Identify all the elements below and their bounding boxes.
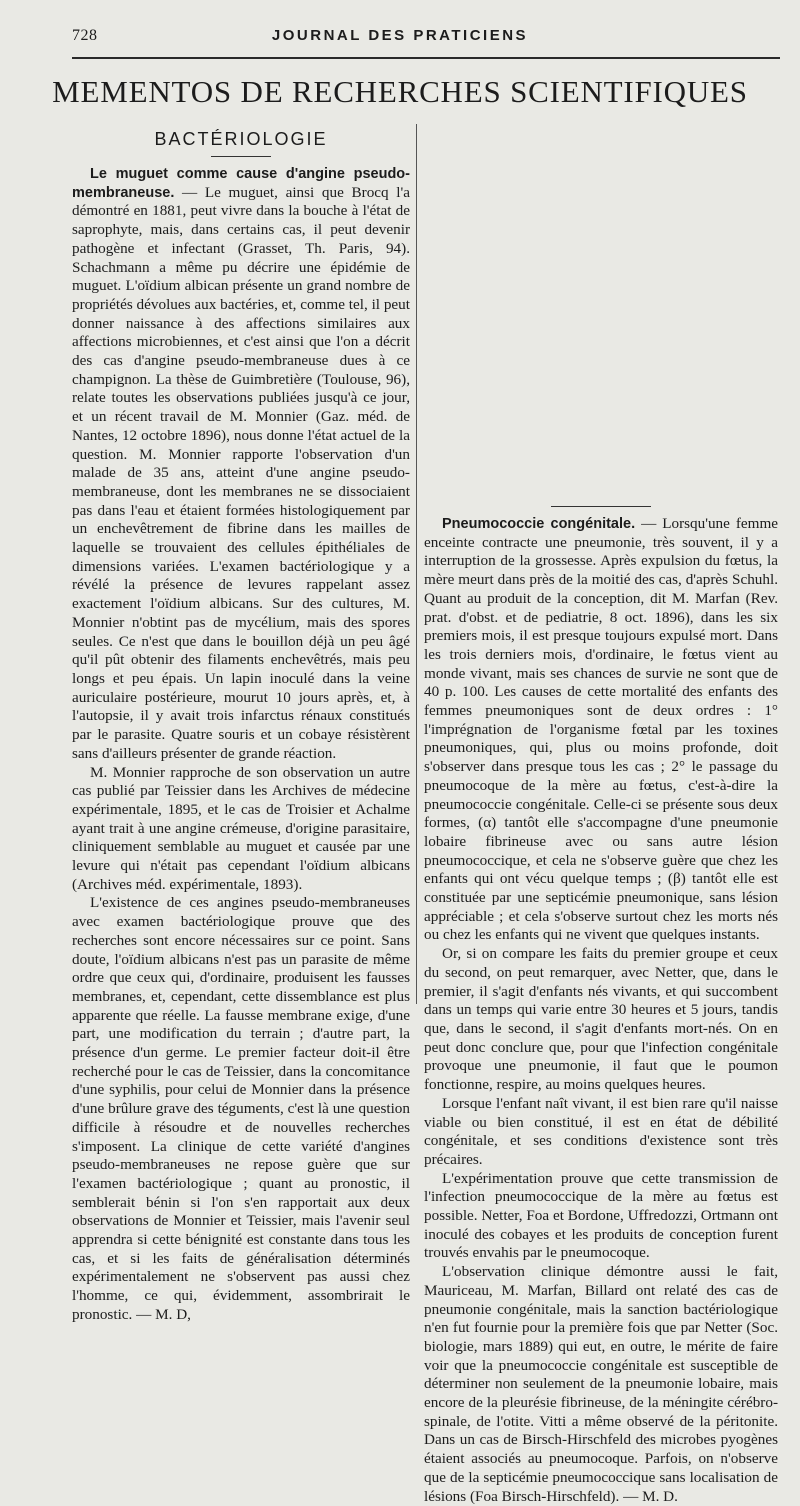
left-column [72,122,410,1325]
article-pneumococcie-paragraph-2: Or, si on compare les faits du premier groupe et ceux du second, on peut remarquer, avec Netter, que, dans le premier, il s'agit d'enfants nés vivants, et qui succombent dans un temps qui varie entre 30 heures et 5 jours, tandis que, dans le second, il s'agit d'enfants mort-nés. On en peut donc conclure que, pour que l'infection congénitale provoque une pneumonie, il faut que le poumon fonctionne, respire, au moins quelques heures. [424,945,778,1094]
column-divider [416,124,417,1004]
article-pneumococcie-paragraph-3: Lorsque l'enfant naît vivant, il est bien rare qu'il naisse viable ou bien constitué, il est en état de débilité congénitale, et ses conditions d'existence sont très précaires. [424,1094,778,1168]
article-muguet-title: Le muguet comme cause d'angine pseudo-membraneuse. [72,166,410,201]
header-rule [72,57,780,59]
article-pneumococcie-paragraph-5: L'observation clinique démontre aussi le fait, Mauriceau, M. Marfan, Billard ont relaté des cas de pneumonie congénitale, mais la sanction bactériologique n'en fut fournie pour la première fois que par Netter (Soc. biologie, mars 1889) qui eut, en outre, le mérite de faire voir que la pneumococcie congénitale est susceptible de déterminer non seulement de la pneumonie lobaire, mais encore de la pleurésie fibrineuse, de la méningite cérébro-spinale, de l'otite. Vitti a même observé de la péritonite. Dans un cas de Birsch-Hirschfeld des microbes pyogènes étaient associés au pneumocoque. Parfois, on n'observe que de la septicémie pneumococcique sans localisation de lésions (Foa Birsch-Hirschfeld). — M. D. [424,1263,778,1505]
section-rule [211,156,271,157]
article-pneumococcie-paragraph-4: L'expérimentation prouve que cette transmission de l'infection pneumococcique de la mère au fœtus est possible. Netter, Foa et Bordone, Uffredozzi, Ortmann ont inoculé des cobayes et les produits de conception furent trouvés envahis par le pneumocoque. [424,1169,778,1262]
article-separator [551,506,651,507]
section-title: BACTÉRIOLOGIE [154,129,328,149]
article-muguet-paragraph-2: M. Monnier rapproche de son observation un autre cas publié par Teissier dans les Archives de médecine expérimentale, 1895, et le cas de Troisier et Achalme ayant trait à une angine crémeuse, d'origine parasitaire, cliniquement semblable au muguet et causée par une levure qui n'était pas cependant l'oïdium albicans (Archives méd. expérimentale, 1893). [72,763,410,893]
article-pneumococcie-text: — Lorsqu'une femme enceinte contracte une pneumonie, très souvent, il y a interruption de la grossesse. Après expulsion du fœtus, la mère meurt dans près de la moitié des cas, d'après Schuhl. Quant au produit de la conception, dit M. Marfan (Rev. prat. d'obst. et de pediatrie, 8 oct. 1896), dans les six premiers mois, il est presque toujours expulsé mort. Dans les trois derniers mois, d'ordinaire, le fœtus vient au monde vivant, mais ses chances de survie ne sont que de 40 p. 100. Les causes de cette mortalité des enfants des femmes pneumoniques sont de deux ordres : 1° l'imprégnation de l'organisme fœtal par les toxines pneumoniques, qui, plus ou moins profonde, doit s'observer dans presque tous les cas ; 2° le passage du pneumocoque de la mère au fœtus, c'est-à-dire la pneumococcie congénitale. Celle-ci se présente sous deux formes, (α) tantôt elle s'accompagne d'une pneumonie lobaire fibrineuse avec ou sans autre lésion pneumococcique, et cela ne s'observe guère que chez les enfants qui ont vécu quelque temps ; (β) tantôt elle est constituée par une septicémie pneumonique, sans lésion appréciable ; et cela s'observe surtout chez les morts nés ou chez les enfants qui ne vivent que quelques instants. [424,515,778,944]
article-muguet-paragraph [72,165,410,764]
article-pneumococcie-paragraph [424,515,778,945]
main-title: MEMENTOS DE RECHERCHES SCIENTIFIQUES [52,74,748,109]
article-muguet-paragraph-3: L'existence de ces angines pseudo-membraneuses avec examen bactériologique prouve que des recherches sont encore nécessaires sur ce point. Sans doute, l'oïdium albicans n'est pas un parasite de même ordre que ceux qui, d'ordinaire, produisent les fausses membranes, et, cependant, cette dissemblance est plus apparente que réelle. La fausse membrane exige, d'une part, une modification du terrain ; d'autre part, la présence d'un germe. Le premier facteur doit-il être recherché pour le cas de Teissier, dans la concomitance d'une syphilis, pour celui de Monnier dans la présence d'une brûlure grave des téguments, c'est là une question difficile à résoudre et de nouvelles recherches s'imposent. La clinique de cette variété d'angines pseudo-membraneuses ne repose guère que sur l'examen bactériologique ; quant au pronostic, il semblerait bénin si l'on s'en rapportait aux deux observations de Monnier et Teissier, mais l'avenir seul apprendra si cette bénignité est constante dans tous les cas, et si les faits de généralisation déterminés expérimentalement ne s'observent pas aussi chez l'homme, ce qui, évidemment, assombrirait le pronostic. — M. D, [72,894,410,1323]
article-muguet-text: — Le muguet, ainsi que Brocq l'a démontré en 1881, peut vivre dans la bouche à l'état de saprophyte, mais, dans certains cas, il peut devenir pathogène et infectant (Grasset, Th. Paris, 94). Schachmann a même pu décrire une épidémie de muguet. L'oïdium albican présente un grand nombre de propriétés dévolues aux bactéries, et, comme tel, il peut donner naissance à des affections similaires aux affections microbiennes, et c'est ainsi que l'on a décrit des cas d'angine pseudo-membraneuse dues à ce champignon. La thèse de Guimbretière (Toulouse, 96), relate toutes les observations publiées jusqu'à ce jour, et un récent travail de M. Monnier (Gaz. méd. de Nantes, 12 octobre 1896), nous donne l'état actuel de la question. M. Monnier rapporte l'observation d'un malade de 35 ans, atteint d'une angine pseudo-membraneuse, dont les membranes ne se dissociaient pas dans l'eau et étaient formées histologiquement par un enchevêtrement de fibrine dans les mailles de laquelle se trouvaient des cellules épithéliales de dimensions variées. L'examen bactériologique y a révélé la présence de levures rappelant assez exactement l'oïdium albicans. Sur des cultures, M. Monnier n'obtint pas de mycélium, mais des spores seules. Ce n'est que dans le bouillon déjà un peu âgé qu'il pût obtenir des filaments enchevêtrés, mais peu longs et peu épais. Un lapin inoculé dans la veine auriculaire postérieure, mourut 10 jours après, et, à l'autopsie, il y avait trois infarctus rénaux constitués par le parasite. Quatre souris et un cobaye résistèrent sans d'ailleurs présenter de grande réaction. [72,183,410,762]
article-pneumococcie-title: Pneumococcie congénitale. [442,516,636,532]
right-column [424,500,778,1506]
page-header [0,27,800,51]
running-head: JOURNAL DES PRATICIENS [271,27,529,44]
page-number: 728 [72,27,98,44]
